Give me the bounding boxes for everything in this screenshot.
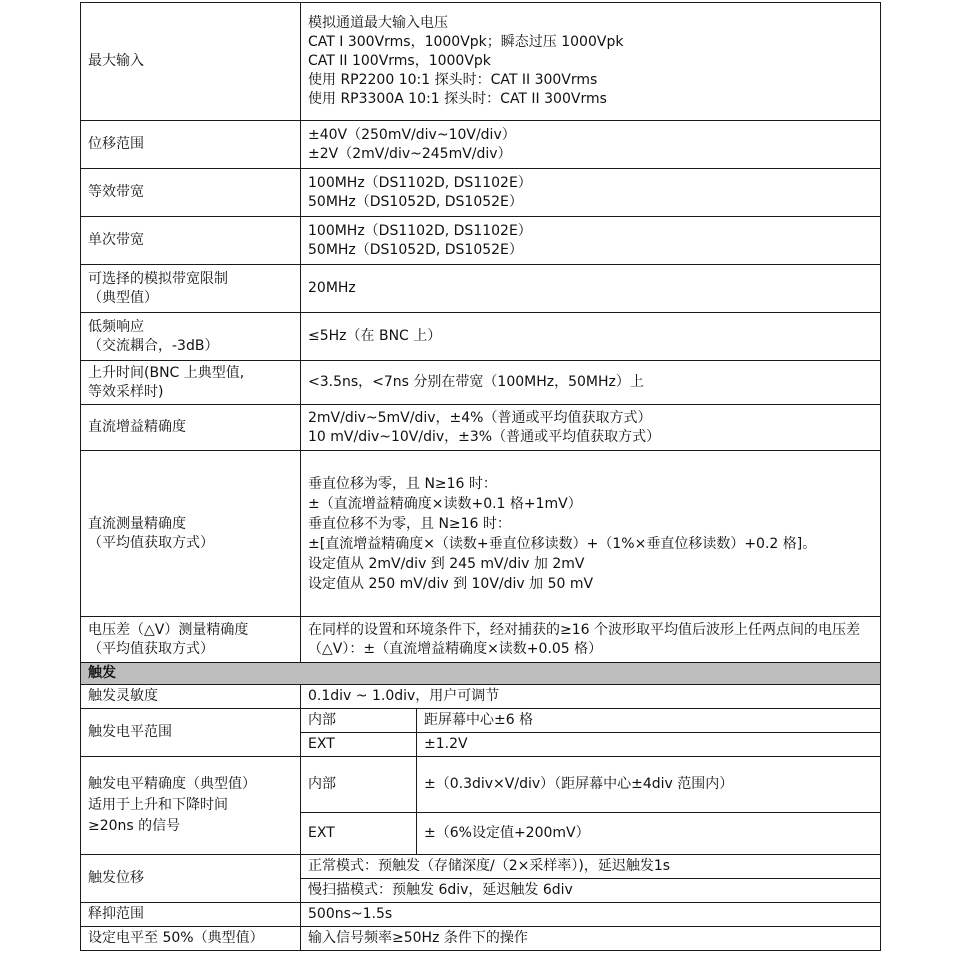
label-line: 低频响应 (88, 318, 144, 335)
label-line: 可选择的模拟带宽限制 (88, 270, 228, 287)
row-value: 慢扫描模式：预触发 6div，延迟触发 6div (301, 879, 881, 903)
row-trigger-level-accuracy-internal (81, 757, 881, 813)
row-value: ≤5Hz（在 BNC 上） (301, 313, 881, 361)
row-label: 设定电平至 50%（典型值） (81, 927, 301, 951)
value-line: CAT I 300Vrms，1000Vpk；瞬态过压 1000Vpk (308, 34, 624, 50)
section-trigger-header (81, 663, 881, 685)
row-label: 单次带宽 (81, 217, 301, 265)
row-value: 在同样的设置和环境条件下，经对捕获的≥16 个波形取平均值后波形上任两点间的电压差（△V）：±（直流增益精确度×读数+0.05 格） (301, 617, 881, 663)
row-label: 最大输入 (81, 3, 301, 121)
row-value (301, 217, 881, 265)
value-line: CAT II 100Vrms，1000Vpk (308, 53, 491, 69)
row-value: ±1.2V (417, 733, 881, 757)
spec-table (80, 2, 881, 951)
row-value: 输入信号频率≥50Hz 条件下的操作 (301, 927, 881, 951)
row-label: 等效带宽 (81, 169, 301, 217)
row-value: 距屏幕中心±6 格 (417, 709, 881, 733)
label-line: 上升时间(BNC 上典型值, (88, 364, 245, 381)
value-line: 设定值从 250 mV/div 到 10V/div 加 50 mV (308, 575, 594, 592)
row-single-bandwidth (81, 217, 881, 265)
row-value: ±（6%设定值+200mV） (417, 813, 881, 855)
row-label: 触发灵敏度 (81, 685, 301, 709)
value-line: 50MHz（DS1052D, DS1052E） (308, 241, 523, 258)
row-trigger-level-range-internal (81, 709, 881, 733)
row-offset-range (81, 121, 881, 169)
value-line: 垂直位移不为零，且 N≥16 时： (308, 515, 511, 532)
row-value: 0.1div ~ 1.0div，用户可调节 (301, 685, 881, 709)
row-value: 正常模式：预触发（存储深度/（2×采样率）)，延迟触发1s (301, 855, 881, 879)
row-label (81, 757, 301, 855)
row-trigger-displacement-normal (81, 855, 881, 879)
value-line: ±2V（2mV/div~245mV/div） (308, 145, 512, 162)
value-line: 使用 RP2200 10:1 探头时：CAT II 300Vrms (308, 72, 598, 88)
value-line: ±（直流增益精确度×读数+0.1 格+1mV） (308, 495, 582, 512)
row-value: 20MHz (301, 265, 881, 313)
row-label: 释抑范围 (81, 903, 301, 927)
row-label (81, 265, 301, 313)
value-line: 使用 RP3300A 10:1 探头时：CAT II 300Vrms (308, 91, 607, 107)
row-value (301, 405, 881, 451)
value-line: 50MHz（DS1052D, DS1052E） (308, 193, 523, 210)
source-label: EXT (301, 813, 417, 855)
source-label: EXT (301, 733, 417, 757)
label-line: 等效采样时) (88, 383, 164, 400)
value-line: ±40V（250mV/div~10V/div） (308, 126, 516, 143)
section-title: 触发 (81, 663, 881, 685)
row-value: ±（0.3div×V/div）（距屏幕中心±4div 范围内） (417, 757, 881, 813)
source-label: 内部 (301, 709, 417, 733)
row-delta-v-accuracy (81, 617, 881, 663)
row-value (301, 451, 881, 617)
label-line: 触发电平精确度（典型值） (88, 776, 256, 792)
label-line: （平均值获取方式） (88, 640, 214, 657)
value-line: 垂直位移为零，且 N≥16 时： (308, 475, 497, 492)
source-label: 内部 (301, 757, 417, 813)
label-line: 直流测量精确度 (88, 515, 186, 532)
row-set-level-50 (81, 927, 881, 951)
row-value (301, 121, 881, 169)
value-line: ±[直流增益精确度×（读数+垂直位移读数）+（1%×垂直位移读数）+0.2 格]。 (308, 535, 817, 552)
label-line: （典型值） (88, 289, 158, 306)
row-label (81, 617, 301, 663)
row-equiv-bandwidth (81, 169, 881, 217)
row-label (81, 451, 301, 617)
row-value: 500ns~1.5s (301, 903, 881, 927)
value-line: 10 mV/div~10V/div，±3%（普通或平均值获取方式） (308, 428, 661, 445)
value-line: 100MHz（DS1102D, DS1102E） (308, 174, 532, 191)
row-bandwidth-limit (81, 265, 881, 313)
label-line: （交流耦合，-3dB） (88, 337, 219, 354)
label-line: 适用于上升和下降时间 (88, 797, 228, 813)
row-label: 触发位移 (81, 855, 301, 903)
row-max-input (81, 3, 881, 121)
row-value: <3.5ns，<7ns 分别在带宽（100MHz，50MHz）上 (301, 361, 881, 405)
row-label: 直流增益精确度 (81, 405, 301, 451)
value-line: 100MHz（DS1102D, DS1102E） (308, 222, 532, 239)
row-dc-measurement-accuracy (81, 451, 881, 617)
label-line: （平均值获取方式） (88, 534, 214, 551)
row-dc-gain-accuracy (81, 405, 881, 451)
row-label: 位移范围 (81, 121, 301, 169)
row-label (81, 313, 301, 361)
label-line: ≥20ns 的信号 (88, 818, 181, 834)
value-line: 2mV/div~5mV/div，±4%（普通或平均值获取方式） (308, 409, 652, 426)
row-trigger-sensitivity (81, 685, 881, 709)
row-holdoff-range (81, 903, 881, 927)
row-value (301, 3, 881, 121)
row-value (301, 169, 881, 217)
row-low-freq-response (81, 313, 881, 361)
label-line: 电压差（△V）测量精确度 (88, 621, 249, 638)
row-label: 触发电平范围 (81, 709, 301, 757)
row-rise-time (81, 361, 881, 405)
value-line: 设定值从 2mV/div 到 245 mV/div 加 2mV (308, 555, 585, 572)
value-line: 模拟通道最大输入电压 (308, 15, 448, 31)
row-label (81, 361, 301, 405)
